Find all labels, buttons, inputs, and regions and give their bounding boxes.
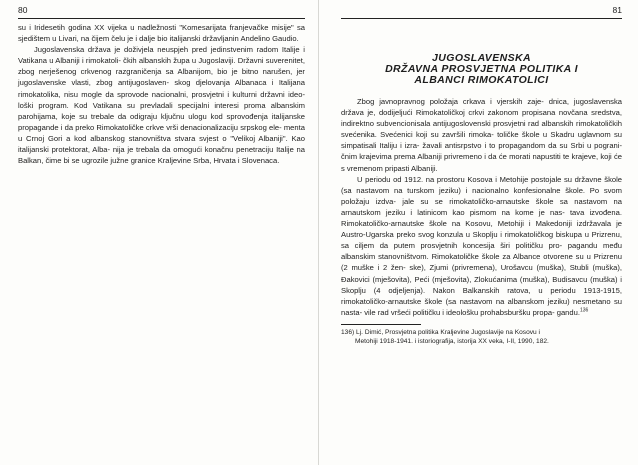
text-line: postojale su državne škole (sa nastavom na turskom jeziku) — [341, 174, 622, 195]
left-page-header — [18, 4, 305, 19]
footnote-rule — [341, 324, 421, 325]
text-line: su i Iridesetih godina XX vijeka u nadležnosti "Komesarijata — [18, 23, 227, 32]
text-line: subvencionisala antijugoslovenski prosvjetni rad albanskih — [376, 119, 574, 129]
text-line: Metohiji i Makedoniji izdržavala je Austro-Ugarska preko — [341, 219, 622, 240]
footnote-line: 136) Lj. Dimić, Prosvjetna politika Kraljevine Jugoslavije na Kosovu i — [341, 328, 541, 336]
footnote-marker: 136) — [341, 328, 355, 336]
text-line: jedinstvenim radom Italije i Vatikana u Albaniji i rimokatoli- — [18, 45, 305, 66]
paragraph — [341, 96, 622, 174]
text-line: Balkan, čime bi se ugrozile južne granice Kraljevine Srba, — [18, 156, 212, 166]
chapter-title-line: JUGOSLAVENSKA — [432, 52, 531, 64]
text-line: nija je trebala da omogući konačnu penetraciju Italije na — [112, 145, 305, 155]
text-line: Budisavcu (muška) i Skoplju (4 odjeljenja). Nakon Balkanskih — [341, 274, 622, 295]
right-page-number: 81 — [612, 5, 622, 15]
text-line: napustiti te krajeve, koji će s vremenom pripasti Albaniji. — [341, 152, 622, 173]
chapter-title — [341, 53, 622, 86]
text-line: ratova, u periodu 1913-1915, rimokatoličko-arnautske škole — [341, 285, 622, 306]
text-line: dnica, jugoslavenska država je, dodijeljući Rimokatoličkoj — [341, 97, 622, 118]
text-line: jale su se rimokatoličko-arnautske škole sa nastavom na — [402, 196, 623, 206]
text-line: svjest o "Velikoj Albaniji". Kao italijanski protektorat, Alba- — [18, 133, 305, 155]
text-line: škole za Albance otvorene su u Prizrenu (2 muške i 2 žen- — [341, 252, 622, 273]
text-line: Đakovici (mješovita), Peći (mješovita), Zlokućanima (muška), — [341, 274, 550, 284]
text-line: sa ciljem da putem prosvjetnih koncesija širi političku pro- — [341, 241, 563, 251]
footnote — [341, 328, 622, 347]
text-line: preko Rimokatoličke crkve vrši denacionalizaciju srpskog ele- — [75, 122, 282, 132]
text-line: Jugoslavenska država je doživjela neuspjeh pred — [34, 45, 208, 55]
left-page-body — [18, 22, 305, 166]
text-line: čkih albanskih župa u Jugoslaviji. Državni suverenitet, zbog — [18, 56, 305, 77]
text-line: bitno narušen, jer jugoslavenske vlasti, zbog antijugoslaven- — [18, 67, 305, 88]
footnote-line: Metohiji 1918-1941. i istoriografija, istorija XX veka, I-II, 1990, 182. — [355, 338, 549, 346]
text-line: proma albanskim parohijama, koje su trebale da odigraju — [18, 100, 305, 121]
text-line: menta u Crnoj Gori a kod albanskog stanovništva stvara — [18, 122, 305, 143]
text-line: ske), Zjumi (privremena), Urošavcu (muška), Stubli (muška), — [409, 263, 622, 273]
text-line: gandu. — [556, 307, 580, 317]
text-line: crkvi zakonom propisana novčana sredstva, indirektno — [341, 108, 622, 129]
text-line: (sa nastavom na albanskom jeziku) nesmetano su nasta- — [341, 296, 622, 317]
text-line: pagandu među albanskim stanovništvom. Rimokatoličke — [341, 241, 622, 262]
left-page-number: 80 — [18, 5, 28, 15]
right-page — [319, 0, 638, 465]
text-line: Hrvata i Slovenaca. — [213, 156, 280, 166]
paragraph — [18, 44, 305, 166]
text-line: toličke škole u Skadru uglavnom su simpatisali Italiju i izra- — [341, 130, 622, 151]
text-line: rimokatoličkih svećenika. Svećenici koji su završili rimoka- — [341, 119, 622, 140]
text-line: čnim krajevima prema Albaniji privremeno i da će morati — [341, 152, 531, 162]
text-line: vile rad vršeći političku i ideološku prohabsburšku propa- — [364, 307, 555, 317]
text-line: loški program. Kod Vatikana su prevladali specijalni interesi — [18, 100, 239, 110]
right-page-body — [341, 96, 622, 318]
text-line: i nacionalno konfesionalne škole. Po svom položaju izdva- — [341, 185, 622, 206]
text-line: svog konzula u Skoplju i rimokatoličkog biskupa u Prizrenu, — [418, 230, 622, 240]
paragraph — [341, 174, 622, 318]
text-line: žavali antisrpstvo i to propagandom da su Srbi u pograni- — [422, 141, 622, 151]
text-line: tava izvođena. Rimokatoličko-arnautske škole na Kosovu, — [341, 207, 622, 229]
text-line: franjevačke misije" sa sjedištem u Livari, na čijem čelu je i — [18, 23, 305, 44]
chapter-title-line: ALBANCI RIMOKATOLICI — [414, 74, 549, 86]
footnote-reference: 136 — [579, 307, 589, 314]
text-line: Zbog javnopravnog položaja crkava i vjerskih zaje- — [357, 97, 544, 106]
text-line: arnautskom jeziku i latinicom kao pismom na kome je nas- — [341, 207, 565, 217]
text-line: skog djelovanja Albanaca i Italijana rimokatolika, nisu mogle — [18, 78, 305, 99]
text-line: dalje bio italijanski državljanin Andelino Gaudio. — [139, 34, 299, 44]
right-page-header — [341, 4, 622, 19]
text-line: ključnu ulogu kod sprovođenja italijanske propagande i da — [18, 111, 305, 132]
text-line: da sprovode nacionalni, prosvjetni i kulturni državni ideo- — [105, 89, 305, 99]
text-line: U periodu od 1912. na prostoru Kosova i Metohije — [357, 174, 529, 184]
paragraph — [18, 22, 305, 44]
text-line: nerješenog crkvenog razgraničenja sa Albanijom, bio je — [38, 67, 238, 77]
chapter-title-line: DRŽAVNA PROSVJETNA POLITIKA I — [385, 63, 578, 75]
